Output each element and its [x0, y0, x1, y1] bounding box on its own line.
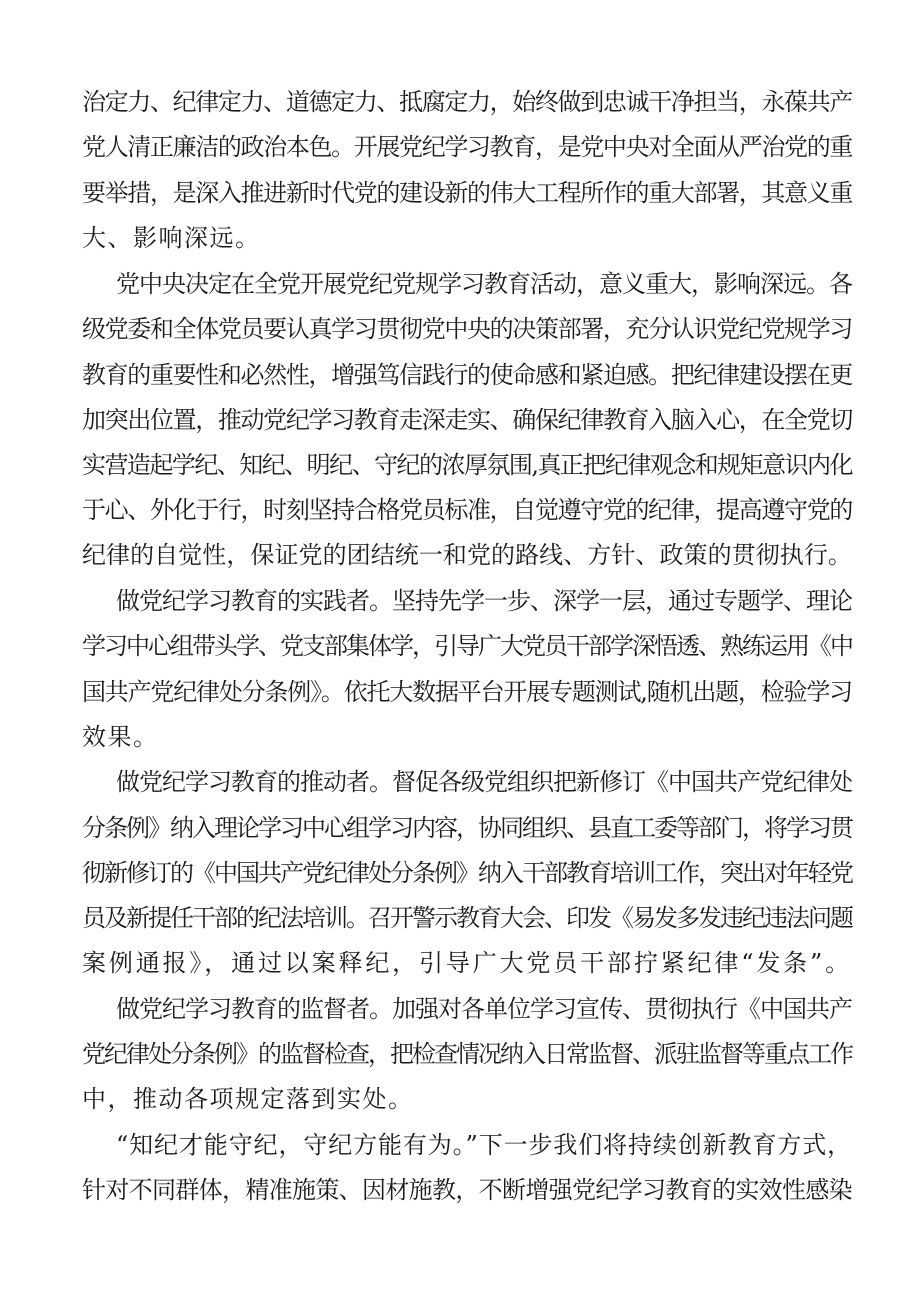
text-line: 员及新提任干部的纪法培训。召开警示教育大会、印发《易发多发违纪违法问题 [82, 904, 852, 932]
text-line: 教育的重要性和必然性，增强笃信践行的使命感和紧迫感。把纪律建设摆在更 [82, 361, 852, 389]
text-line: 加突出位置，推动党纪学习教育走深走实、确保纪律教育入脑入心，在全党切 [82, 406, 852, 434]
text-line: “知纪才能守纪，守纪方能有为。”下一步我们将持续创新教育方式， [116, 1131, 852, 1159]
text-line: 针对不同群体，精准施策、因材施教，不断增强党纪学习教育的实效性感染 [82, 1176, 852, 1204]
text-line: 做党纪学习教育的推动者。督促各级党组织把新修订《中国共产党纪律处 [116, 768, 852, 796]
text-line: 效果。 [82, 723, 159, 751]
text-line: 级党委和全体党员要认真学习贯彻党中央的决策部署，充分认识党纪党规学习 [82, 315, 852, 343]
text-line: 分条例》纳入理论学习中心组学习内容，协同组织、县直工委等部门，将学习贯 [82, 814, 852, 842]
text-line: 案例通报》，通过以案释纪，引导广大党员干部拧紧纪律“发条”。 [82, 949, 852, 977]
text-line: 学习中心组带头学、党支部集体学，引导广大党员干部学深悟透、熟练运用《中 [82, 632, 852, 660]
text-line: 治定力、纪律定力、道德定力、抵腐定力，始终做到忠诚干净担当，永葆共产 [82, 88, 852, 116]
text-line: 党中央决定在全党开展党纪党规学习教育活动，意义重大，影响深远。各 [116, 270, 852, 298]
text-line: 实营造起学纪、知纪、明纪、守纪的浓厚氛围,真正把纪律观念和规矩意识内化 [82, 451, 852, 479]
text-line: 中，推动各项规定落到实处。 [82, 1085, 414, 1113]
text-line: 彻新修订的《中国共产党纪律处分条例》纳入干部教育培训工作，突出对年轻党 [82, 859, 852, 887]
text-line: 做党纪学习教育的实践者。坚持先学一步、深学一层，通过专题学、理论 [116, 587, 852, 615]
text-line: 于心、外化于行，时刻坚持合格党员标准，自觉遵守党的纪律，提高遵守党的 [82, 496, 852, 524]
text-line: 党纪律处分条例》的监督检查，把检查情况纳入日常监督、派驻监督等重点工作 [82, 1040, 852, 1068]
text-line: 党人清正廉洁的政治本色。开展党纪学习教育，是党中央对全面从严治党的重 [82, 133, 852, 161]
text-line: 大、影响深远。 [82, 224, 261, 252]
text-line: 要举措，是深入推进新时代党的建设新的伟大工程所作的重大部署，其意义重 [82, 179, 852, 207]
text-line: 做党纪学习教育的监督者。加强对各单位学习宣传、贯彻执行《中国共产 [116, 995, 852, 1023]
text-line: 纪律的自觉性，保证党的团结统一和党的路线、方针、政策的贯彻执行。 [82, 541, 852, 569]
text-line: 国共产党纪律处分条例》。依托大数据平台开展专题测试,随机出题，检验学习 [82, 678, 852, 706]
